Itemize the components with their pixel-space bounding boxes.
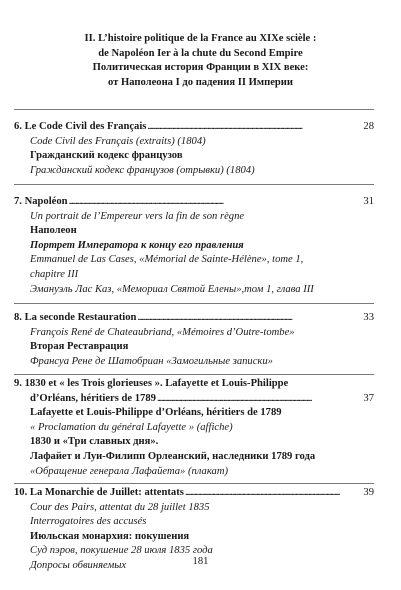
entry-page-number: 33 bbox=[363, 312, 374, 323]
section-title-ru-line2: от Наполеона I до падения II Империи bbox=[107, 76, 294, 88]
entry-title: d’Orléans, héritiers de 1789 bbox=[30, 392, 156, 404]
entry-line: Lafayette et Louis-Philippe d’Orléans, héritiers de 1789 bbox=[30, 407, 282, 419]
entry-line: Вторая Реставрация bbox=[30, 341, 129, 353]
entry-title-row[interactable] bbox=[14, 120, 374, 135]
leader-dots bbox=[69, 195, 363, 210]
leader-dots bbox=[137, 311, 362, 326]
entry-page-number: 37 bbox=[363, 392, 374, 404]
toc-entry-9 bbox=[14, 377, 374, 479]
section-title-ru-line1: Политическая история Франции в XIX веке: bbox=[92, 62, 309, 74]
toc-entry-7 bbox=[14, 195, 374, 297]
entry-title: 7. Napoléon bbox=[14, 196, 68, 207]
section-title-fr-line2: de Napoléon Ier à la chute du Second Empire bbox=[98, 47, 303, 59]
leader-dots bbox=[147, 120, 362, 135]
entry-page-number: 39 bbox=[363, 487, 374, 498]
entry-title-row[interactable] bbox=[14, 195, 374, 210]
entry-title: 6. Le Code Civil des Français bbox=[14, 121, 147, 132]
entry-line: Эмануэль Лас Каз, «Мемориал Святой Елены»,том 1, глава III bbox=[30, 283, 314, 295]
entry-title: 8. La seconde Restauration bbox=[14, 312, 137, 323]
entry-line: Interrogatoires des accusés bbox=[30, 516, 147, 528]
section-title-fr-line1: II. L’histoire politique de la France au XIXe scièle : bbox=[84, 33, 317, 44]
divider bbox=[14, 483, 374, 484]
toc-entry-8 bbox=[14, 311, 374, 369]
entry-line: Гражданский кодекс французов bbox=[30, 150, 183, 162]
entry-title-row[interactable] bbox=[14, 486, 374, 501]
divider bbox=[14, 184, 374, 185]
leader-dots bbox=[157, 392, 362, 407]
entry-line: Июльская монархия: покушения bbox=[30, 530, 190, 542]
entry-page-number: 31 bbox=[363, 196, 374, 207]
entry-line: Суд пэров, покушение 28 июля 1835 года bbox=[30, 545, 213, 557]
entry-line: Лафайет и Луи-Филипп Орлеанский, наследники 1789 года bbox=[30, 450, 316, 462]
page-number: 181 bbox=[192, 556, 209, 567]
entry-line: 1830 и «Три славных дня». bbox=[30, 436, 159, 448]
section-header bbox=[0, 32, 401, 90]
entry-line: chapitre III bbox=[30, 268, 79, 280]
leader-dots bbox=[185, 486, 363, 501]
entry-line: Портрет Императора к концу его правления bbox=[30, 239, 244, 251]
entry-line: Франсуа Рене де Шатобриан «Замогильные записки» bbox=[30, 355, 273, 367]
entry-title-row[interactable] bbox=[14, 311, 374, 326]
toc-entry-6 bbox=[14, 120, 374, 178]
entry-line: «Обращение генерала Лафайета» (плакат) bbox=[30, 465, 229, 477]
entry-line: François René de Chateaubriand, «Mémoires d’Outre-tombe» bbox=[30, 326, 295, 338]
entry-line: Un portrait de l’Empereur vers la fin de son règne bbox=[30, 210, 245, 222]
entry-line: Допросы обвиняемых bbox=[30, 559, 127, 571]
divider bbox=[14, 374, 374, 375]
divider bbox=[14, 303, 374, 304]
entry-line: Code Civil des Français (extraits) (1804) bbox=[30, 135, 206, 147]
entry-line: Гражданский кодекс французов (отрывки) (1804) bbox=[30, 164, 255, 176]
entry-title: 10. La Monarchie de Juillet: attentats bbox=[14, 487, 184, 498]
entry-line: Emmanuel de Las Cases, «Mémorial de Sainte-Hélène», tome 1, bbox=[30, 254, 304, 266]
entry-title-row[interactable] bbox=[14, 392, 374, 407]
entry-line: Cour des Pairs, attentat du 28 juillet 1835 bbox=[30, 501, 210, 513]
entry-page-number: 28 bbox=[363, 121, 374, 132]
entry-title-line1[interactable]: 9. 1830 et « les Trois glorieuses ». Lafayette et Louis-Philippe bbox=[14, 378, 289, 389]
entry-line: « Proclamation du général Lafayette » (affiche) bbox=[30, 421, 233, 433]
entry-line: Наполеон bbox=[30, 225, 77, 237]
divider bbox=[14, 109, 374, 110]
